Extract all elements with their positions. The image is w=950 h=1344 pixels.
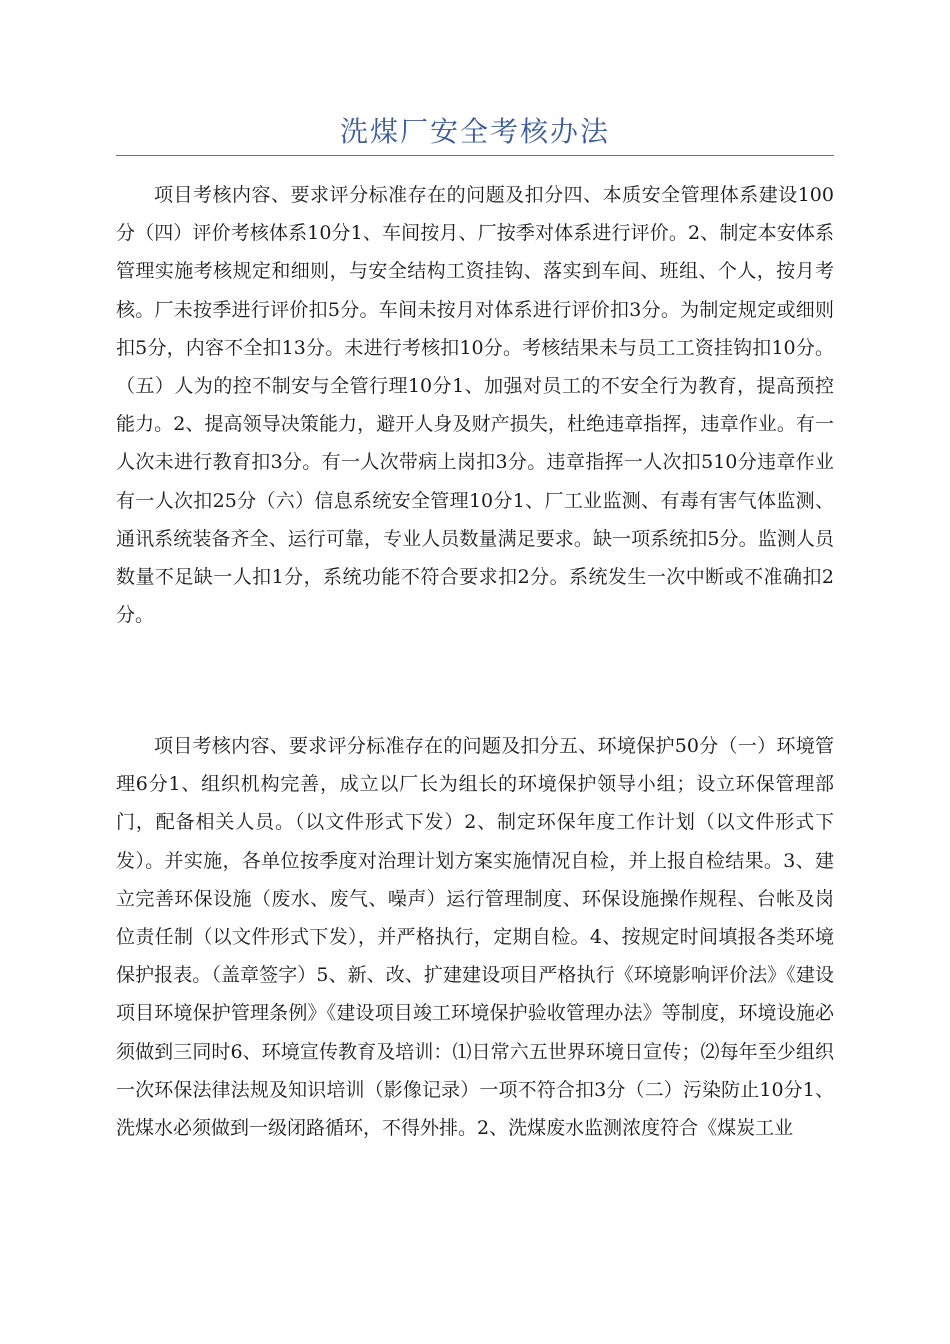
- title-underline: [116, 155, 834, 156]
- body-paragraph-2: 项目考核内容、要求评分标准存在的问题及扣分五、环境保护50分（一）环境管理6分1、组织机构完善，成立以厂长为组长的环境保护领导小组；设立环保管理部门，配备相关人员。（以文件形式下发）2、制定环保年度工作计划（以文件形式下发）。并实施，各单位按季度对治理计划方案实施情况自检，并上报自检结果。3、建立完善环保设施（废水、废气、噪声）运行管理制度、环保设施操作规程、台帐及岗位责任制（以文件形式下发），并严格执行，定期自检。4、按规定时间填报各类环境保护报表。（盖章签字）5、新、改、扩建建设项目严格执行《环境影响评价法》《建设项目环境保护管理条例》《建设项目竣工环境保护验收管理办法》等制度，环境设施必须做到三同时6、环境宣传教育及培训：⑴日常六五世界环境日宣传；⑵每年至少组织一次环保法律法规及知识培训（影像记录）一项不符合扣3分（二）污染防止10分1、洗煤水必须做到一级闭路循环，不得外排。2、洗煤废水监测浓度符合《煤炭工业: [116, 735, 834, 1140]
- body-paragraph-1: 项目考核内容、要求评分标准存在的问题及扣分四、本质安全管理体系建设100分（四）评价考核体系10分1、车间按月、厂按季对体系进行评价。2、制定本安体系管理实施考核规定和细则，与安全结构工资挂钩、落实到车间、班组、个人，按月考核。厂未按季进行评价扣5分。车间未按月对体系进行评价扣3分。为制定规定或细则扣5分，内容不全扣13分。未进行考核扣10分。考核结果未与员工工资挂钩扣10分。（五）人为的控不制安与全管行理10分1、加强对员工的不安全行为教育，提高预控能力。2、提高领导决策能力，避开人身及财产损失，杜绝违章指挥，违章作业。有一人次未进行教育扣3分。有一人次带病上岗扣3分。违章指挥一人次扣510分违章作业有一人次扣25分（六）信息系统安全管理10分1、厂工业监测、有毒有害气体监测、通讯系统装备齐全、运行可靠，专业人员数量满足要求。缺一项系统扣5分。监测人员数量不足缺一人扣1分，系统功能不符合要求扣2分。系统发生一次中断或不准确扣2分。: [116, 184, 834, 627]
- page-title: 洗煤厂安全考核办法: [339, 115, 610, 148]
